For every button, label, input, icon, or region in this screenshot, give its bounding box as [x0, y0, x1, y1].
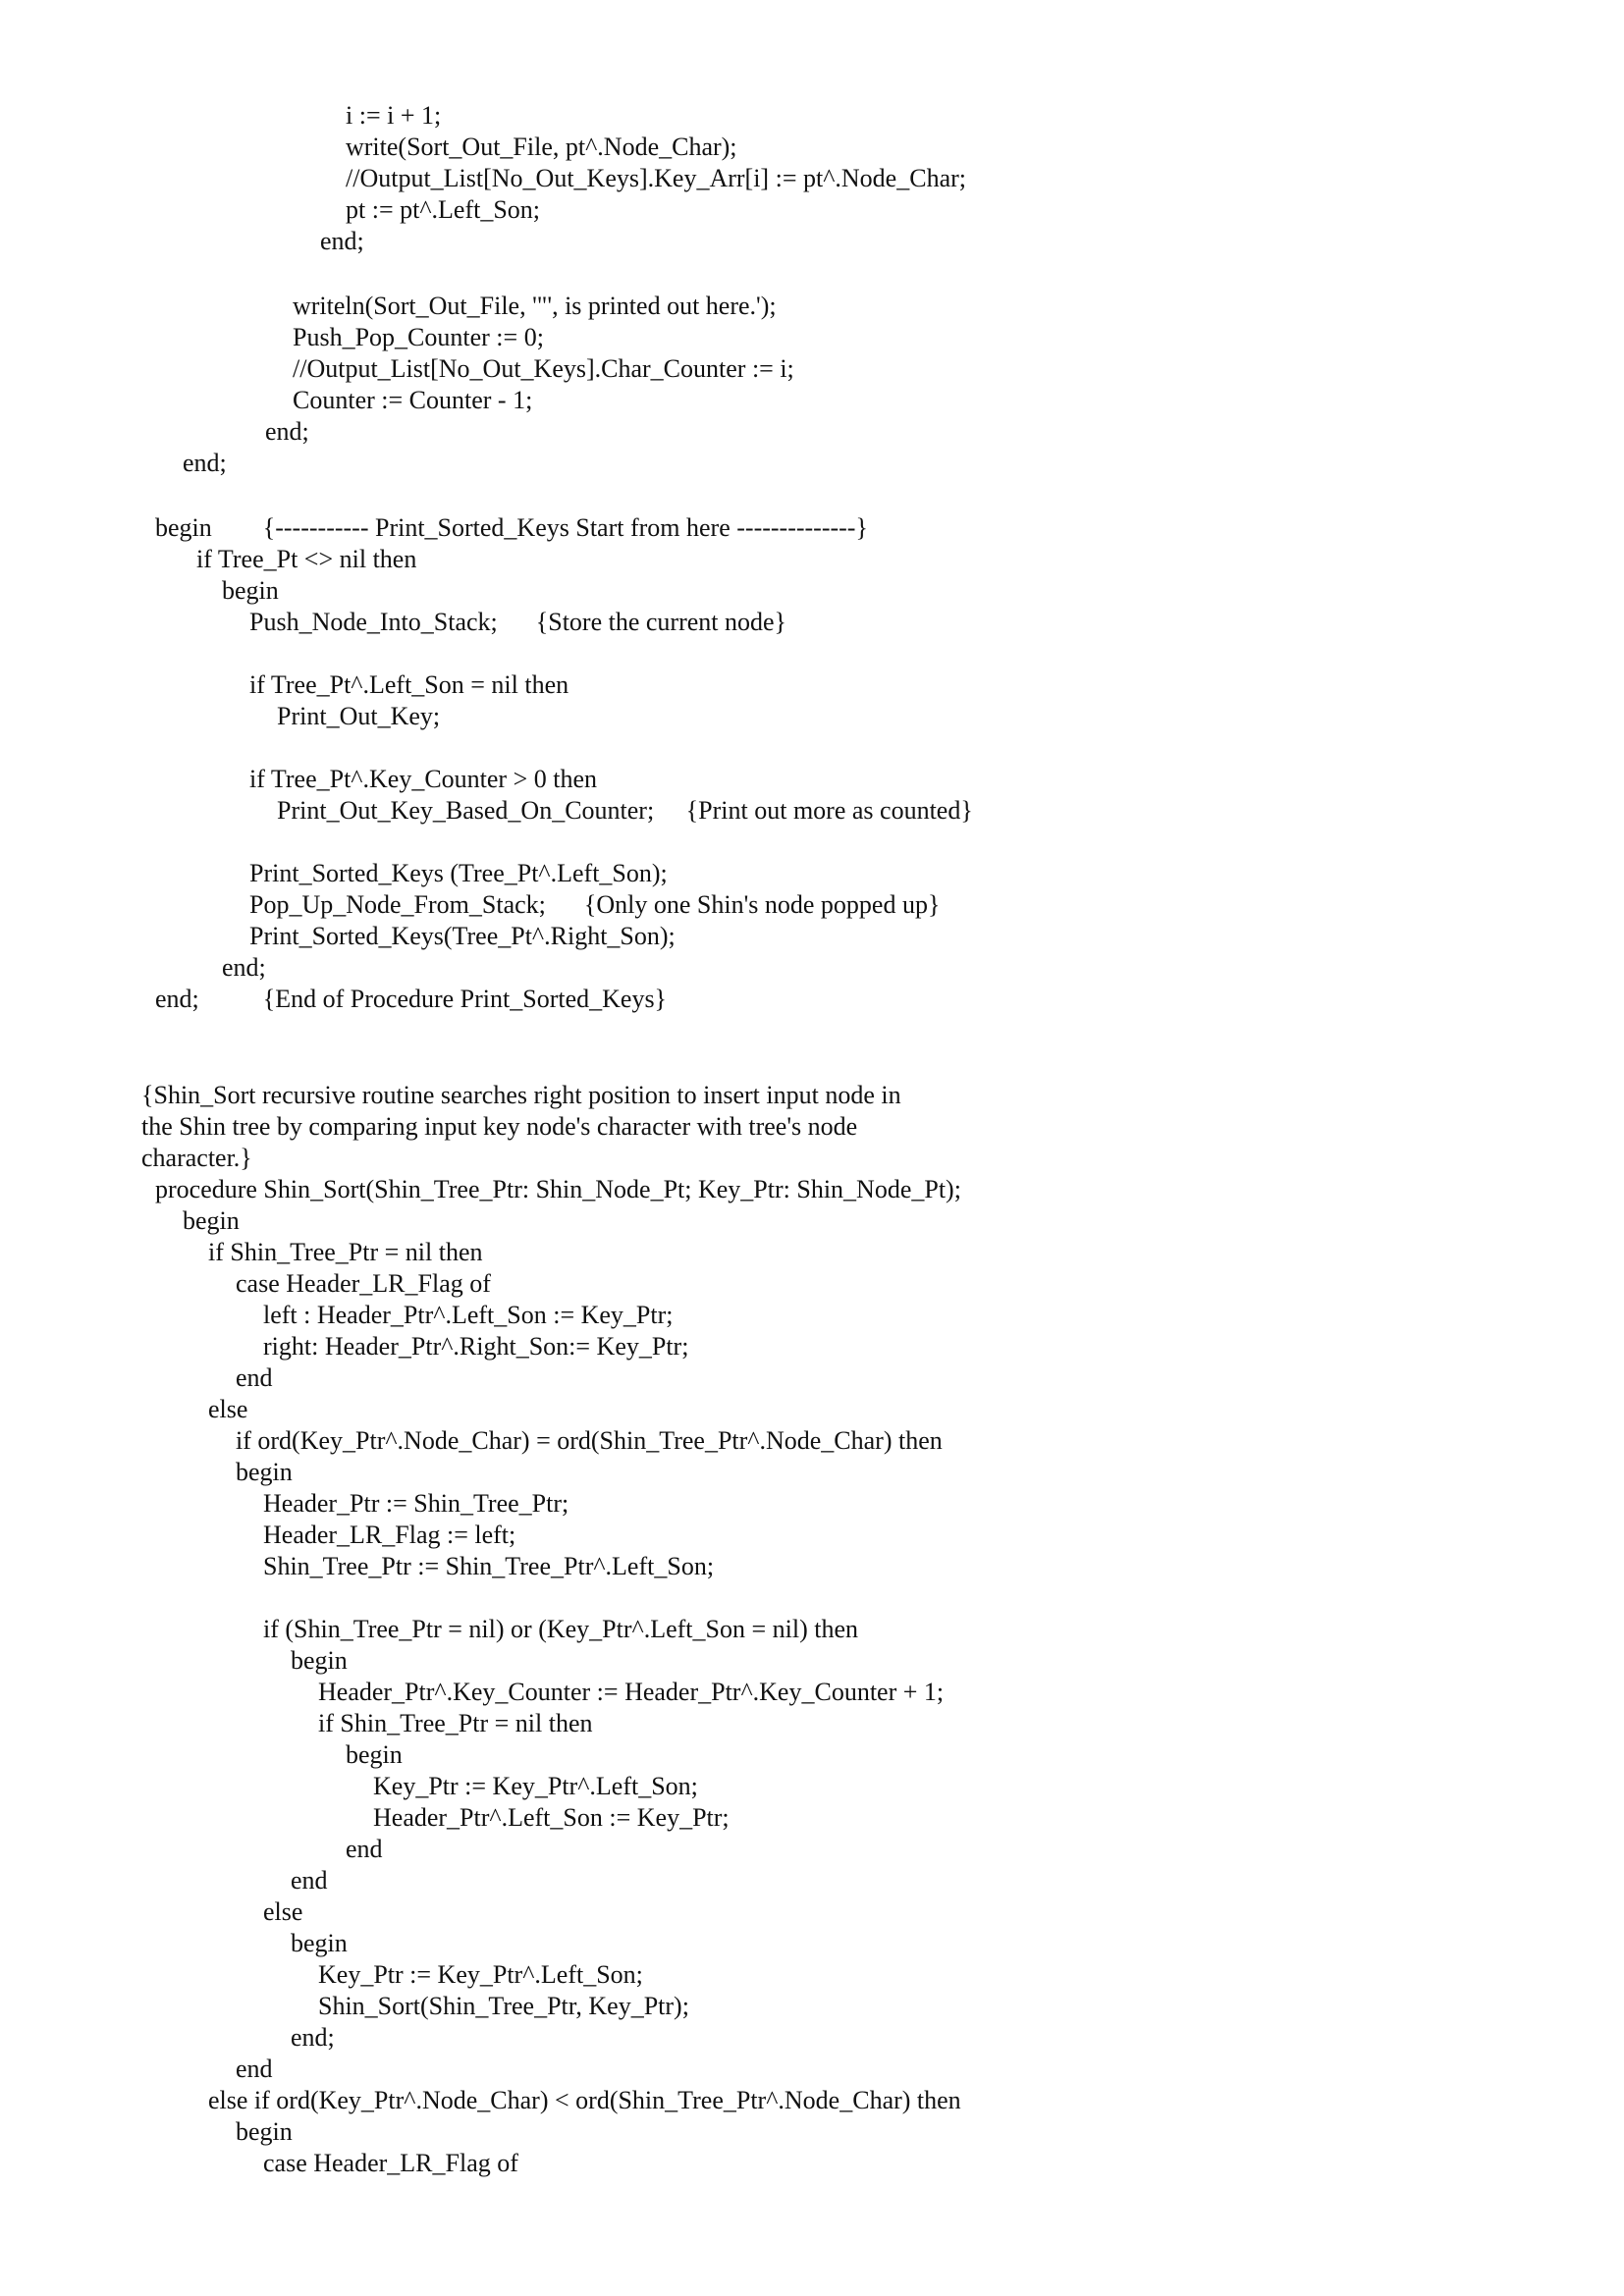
code-line: else [263, 1897, 303, 1926]
code-line: i := i + 1; [346, 101, 442, 130]
code-line: character.} [141, 1144, 252, 1172]
code-line: Header_Ptr^.Key_Counter := Header_Ptr^.Key_Counter + 1; [318, 1678, 945, 1706]
code-line: Shin_Tree_Ptr := Shin_Tree_Ptr^.Left_Son; [263, 1552, 715, 1580]
code-line: end; [265, 417, 309, 446]
code-line: //Output_List[No_Out_Keys].Key_Arr[i] := pt^.Node_Char; [346, 164, 966, 192]
code-line: begin [291, 1646, 348, 1675]
code-line: Print_Out_Key_Based_On_Counter; {Print out more as counted} [277, 796, 973, 825]
code-line: begin [291, 1929, 348, 1957]
code-line: else [208, 1395, 248, 1423]
code-line: case Header_LR_Flag of [236, 1269, 491, 1298]
code-line: end [236, 1363, 273, 1392]
code-line: end; [291, 2023, 335, 2052]
code-line: if Tree_Pt <> nil then [196, 545, 417, 573]
code-line: Print_Sorted_Keys (Tree_Pt^.Left_Son); [249, 859, 668, 887]
code-line: end; [183, 449, 227, 477]
code-line: begin [346, 1740, 403, 1769]
code-line: begin [183, 1206, 240, 1235]
code-line: begin {----------- Print_Sorted_Keys Start from here --------------} [155, 513, 868, 542]
code-line: if Tree_Pt^.Key_Counter > 0 then [249, 765, 598, 793]
code-line: Pop_Up_Node_From_Stack; {Only one Shin's node popped up} [249, 890, 941, 919]
code-line: end [291, 1866, 328, 1895]
code-line: Key_Ptr := Key_Ptr^.Left_Son; [318, 1960, 643, 1989]
code-line: if Tree_Pt^.Left_Son = nil then [249, 670, 569, 699]
code-line: right: Header_Ptr^.Right_Son:= Key_Ptr; [263, 1332, 689, 1361]
code-line: Header_Ptr := Shin_Tree_Ptr; [263, 1489, 569, 1518]
code-line: end [346, 1835, 383, 1863]
code-line: write(Sort_Out_File, pt^.Node_Char); [346, 133, 737, 161]
code-line: if ord(Key_Ptr^.Node_Char) = ord(Shin_Tree_Ptr^.Node_Char) then [236, 1426, 943, 1455]
code-line: left : Header_Ptr^.Left_Son := Key_Ptr; [263, 1301, 674, 1329]
code-line: end; [320, 227, 364, 255]
code-line: procedure Shin_Sort(Shin_Tree_Ptr: Shin_Node_Pt; Key_Ptr: Shin_Node_Pt); [155, 1175, 961, 1203]
code-line: Shin_Sort(Shin_Tree_Ptr, Key_Ptr); [318, 1992, 689, 2020]
code-line: pt := pt^.Left_Son; [346, 195, 541, 224]
code-line: if Shin_Tree_Ptr = nil then [208, 1238, 483, 1266]
code-line: //Output_List[No_Out_Keys].Char_Counter := i; [293, 354, 794, 383]
code-line: Push_Pop_Counter := 0; [293, 323, 544, 351]
code-line: else if ord(Key_Ptr^.Node_Char) < ord(Shin_Tree_Ptr^.Node_Char) then [208, 2086, 961, 2114]
code-line: end; [222, 953, 266, 982]
code-line: if Shin_Tree_Ptr = nil then [318, 1709, 593, 1737]
code-line: begin [222, 576, 279, 605]
code-line: writeln(Sort_Out_File, '"', is printed out here.'); [293, 292, 777, 320]
code-line: end [236, 2055, 273, 2083]
code-line: end; {End of Procedure Print_Sorted_Keys} [155, 985, 668, 1013]
code-line: begin [236, 1458, 293, 1486]
code-line: Print_Out_Key; [277, 702, 441, 730]
code-line: if (Shin_Tree_Ptr = nil) or (Key_Ptr^.Left_Son = nil) then [263, 1615, 859, 1643]
code-line: Counter := Counter - 1; [293, 386, 533, 414]
code-line: {Shin_Sort recursive routine searches right position to insert input node in [141, 1081, 901, 1109]
code-line: begin [236, 2117, 293, 2146]
code-line: Header_LR_Flag := left; [263, 1521, 516, 1549]
code-line: Key_Ptr := Key_Ptr^.Left_Son; [373, 1772, 698, 1800]
code-line: Push_Node_Into_Stack; {Store the current node} [249, 608, 787, 636]
code-line: Header_Ptr^.Left_Son := Key_Ptr; [373, 1803, 730, 1832]
code-line: the Shin tree by comparing input key node's character with tree's node [141, 1112, 858, 1141]
code-line: Print_Sorted_Keys(Tree_Pt^.Right_Son); [249, 922, 676, 950]
code-line: case Header_LR_Flag of [263, 2149, 518, 2177]
